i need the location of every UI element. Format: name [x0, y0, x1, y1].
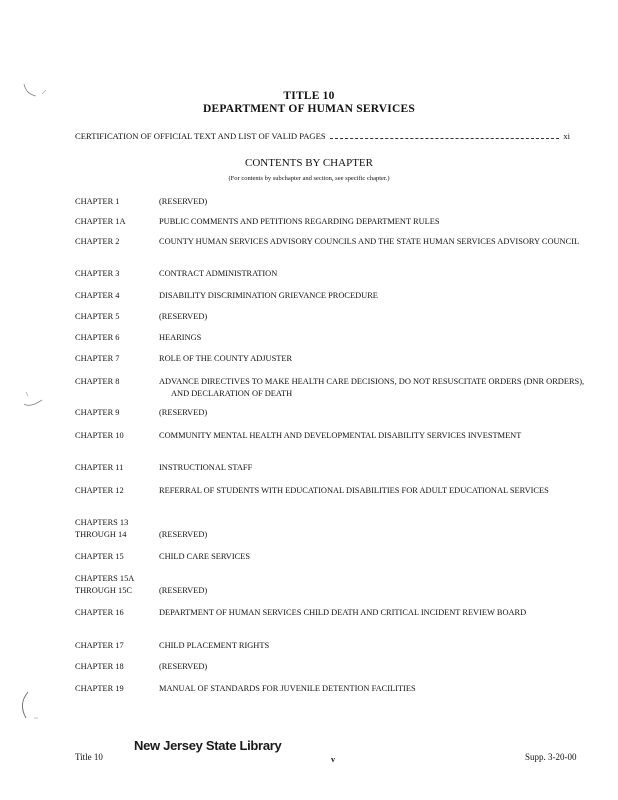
chapter-row[interactable]	[75, 376, 590, 400]
chapter-row[interactable]	[75, 607, 590, 619]
chapter-title: ROLE OF THE COUNTY ADJUSTER	[159, 354, 293, 363]
chapter-row[interactable]	[75, 517, 590, 541]
footer-title: Title 10	[75, 752, 103, 762]
supplement-date: Supp. 3-20-00	[525, 752, 577, 762]
chapter-row[interactable]	[75, 640, 590, 652]
chapter-row[interactable]	[75, 683, 590, 695]
chapter-row[interactable]	[75, 430, 590, 442]
contents-note: (For contents by subchapter and section, see specific chapter.)	[228, 175, 390, 182]
certification-text: CERTIFICATION OF OFFICIAL TEXT AND LIST OF VALID PAGES	[75, 131, 326, 141]
chapter-title: PUBLIC COMMENTS AND PETITIONS REGARDING DEPARTMENT RULES	[159, 217, 440, 226]
title-department: DEPARTMENT OF HUMAN SERVICES	[203, 103, 415, 115]
certification-entry[interactable]	[75, 131, 570, 141]
chapter-title: (RESERVED)	[159, 530, 208, 539]
chapter-title: (RESERVED)	[159, 586, 208, 595]
chapter-label: CHAPTER 15	[75, 552, 124, 561]
chapter-label: CHAPTER 1	[75, 197, 120, 206]
chapter-label: CHAPTER 2	[75, 237, 120, 246]
chapter-row[interactable]	[75, 573, 590, 597]
chapter-row[interactable]	[75, 268, 590, 280]
chapter-row[interactable]	[75, 311, 590, 323]
chapter-label: CHAPTERS 13 THROUGH 14	[75, 518, 129, 539]
chapter-label: CHAPTER 19	[75, 684, 124, 693]
chapter-title: DEPARTMENT OF HUMAN SERVICES CHILD DEATH AND CRITICAL INCIDENT REVIEW BOARD	[159, 608, 527, 617]
page-number: v	[331, 755, 335, 764]
chapter-title: MANUAL OF STANDARDS FOR JUVENILE DETENTION FACILITIES	[159, 684, 416, 693]
chapter-label: CHAPTER 3	[75, 269, 120, 278]
chapter-label: CHAPTER 9	[75, 408, 120, 417]
chapter-title: (RESERVED)	[159, 662, 208, 671]
certification-page: xi	[563, 131, 570, 141]
chapter-title: CHILD PLACEMENT RIGHTS	[159, 641, 270, 650]
chapter-title: (RESERVED)	[159, 197, 208, 206]
chapter-label: CHAPTER 11	[75, 463, 124, 472]
chapter-label: CHAPTER 17	[75, 641, 124, 650]
chapter-row[interactable]	[75, 236, 590, 248]
chapter-title: REFERRAL OF STUDENTS WITH EDUCATIONAL DISABILITIES FOR ADULT EDUCATIONAL SERVICES	[159, 486, 549, 495]
dot-leader	[330, 138, 560, 139]
chapter-label: CHAPTER 8	[75, 377, 120, 386]
chapter-label: CHAPTER 5	[75, 312, 120, 321]
chapter-title: HEARINGS	[159, 333, 202, 342]
chapter-label: CHAPTER 12	[75, 486, 124, 495]
chapter-title: (RESERVED)	[159, 408, 208, 417]
chapter-label: CHAPTER 7	[75, 354, 120, 363]
contents-heading: CONTENTS BY CHAPTER	[245, 157, 373, 169]
chapter-row[interactable]	[75, 353, 590, 365]
chapter-label: CHAPTER 4	[75, 291, 120, 300]
scan-mark-middle	[20, 388, 50, 412]
chapter-title: COMMUNITY MENTAL HEALTH AND DEVELOPMENTAL DISABILITY SERVICES INVESTMENT	[159, 431, 522, 440]
library-stamp: New Jersey State Library	[134, 738, 282, 753]
scan-mark-bottom	[16, 690, 46, 724]
chapter-label: CHAPTER 16	[75, 608, 124, 617]
chapter-row[interactable]	[75, 332, 590, 344]
chapter-title: (RESERVED)	[159, 312, 208, 321]
chapter-title: DISABILITY DISCRIMINATION GRIEVANCE PROCEDURE	[159, 291, 378, 300]
chapter-row[interactable]	[75, 661, 590, 673]
chapter-row[interactable]	[75, 407, 590, 419]
chapter-title: INSTRUCTIONAL STAFF	[159, 463, 253, 472]
chapter-row[interactable]	[75, 290, 590, 302]
chapter-label: CHAPTER 18	[75, 662, 124, 671]
chapter-title: ADVANCE DIRECTIVES TO MAKE HEALTH CARE DECISIONS, DO NOT RESUSCITATE ORDERS (DNR ORDERS), AND DECLARATION OF DEATH	[159, 377, 585, 398]
title-number: TITLE 10	[283, 90, 335, 102]
chapter-row[interactable]	[75, 196, 590, 208]
chapter-title: CONTRACT ADMINISTRATION	[159, 269, 278, 278]
chapter-title: CHILD CARE SERVICES	[159, 552, 250, 561]
chapter-row[interactable]	[75, 462, 590, 474]
chapter-label: CHAPTER 10	[75, 431, 124, 440]
chapter-row[interactable]	[75, 485, 590, 497]
chapter-label: CHAPTERS 15A THROUGH 15C	[75, 574, 135, 595]
chapter-title: COUNTY HUMAN SERVICES ADVISORY COUNCILS AND THE STATE HUMAN SERVICES ADVISORY COUNCIL	[159, 237, 580, 246]
chapter-row[interactable]	[75, 551, 590, 563]
chapter-label: CHAPTER 1A	[75, 217, 126, 226]
chapter-label: CHAPTER 6	[75, 333, 120, 342]
chapter-row[interactable]	[75, 216, 590, 228]
